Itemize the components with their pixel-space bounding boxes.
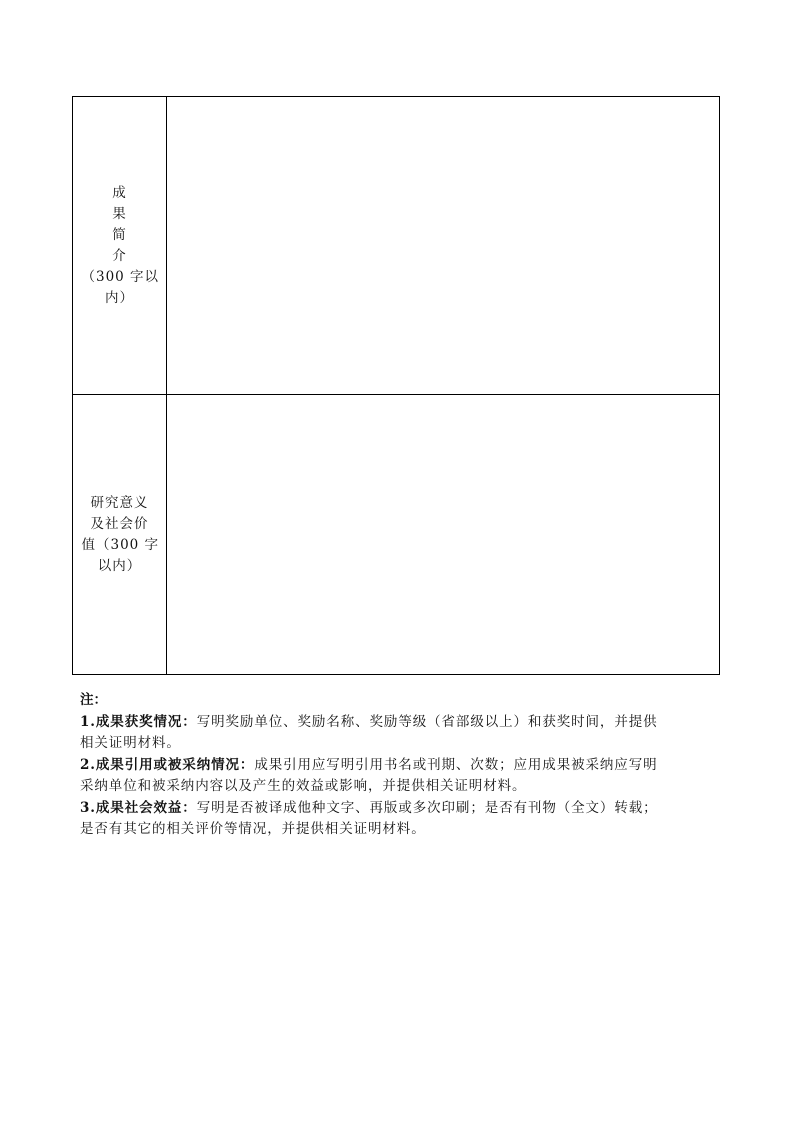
notes-section [80, 690, 716, 841]
note-title: 成果获奖情况： [95, 713, 197, 730]
label-research-significance [82, 493, 158, 577]
note-item-awards [80, 712, 716, 755]
note-item-social-benefit [80, 798, 716, 841]
note-text: 成果引用应写明引用书名或刊期、次数；应用成果被采纳应写明 [254, 756, 658, 773]
label-cell-research-significance [73, 395, 167, 674]
content-cell-achievement-summary[interactable] [167, 97, 719, 394]
label-line: （300 字以 [81, 268, 160, 285]
table-row-achievement-summary [73, 97, 719, 395]
table-row-research-significance [73, 395, 719, 674]
note-text: 相关证明材料。 [80, 735, 181, 751]
label-line: 及社会价 [90, 515, 149, 532]
note-title: 成果社会效益： [95, 799, 197, 816]
note-text: 是否有其它的相关评价等情况，并提供相关证明材料。 [80, 821, 426, 837]
label-line: 值（300 字 [81, 536, 160, 553]
note-text: 采纳单位和被采纳内容以及产生的效益或影响，并提供相关证明材料。 [80, 778, 527, 794]
label-line: 介 [112, 247, 127, 264]
label-line: 内） [105, 289, 134, 306]
label-line: 简 [112, 226, 127, 243]
label-line: 研究意义 [90, 494, 149, 511]
content-cell-research-significance[interactable] [167, 395, 719, 674]
note-title: 成果引用或被采纳情况： [95, 756, 255, 773]
label-line: 果 [112, 205, 127, 222]
label-line: 以内） [97, 557, 142, 574]
label-achievement-summary [82, 183, 158, 309]
note-item-citation [80, 755, 716, 798]
note-number: 2. [80, 756, 96, 773]
note-number: 1. [80, 713, 96, 730]
label-cell-achievement-summary [73, 97, 167, 394]
note-text: 写明是否被译成他种文字、再版或多次印刷；是否有刊物（全文）转载； [196, 799, 658, 816]
note-number: 3. [80, 799, 96, 816]
note-text: 写明奖励单位、奖励名称、奖励等级（省部级以上）和获奖时间，并提供 [196, 713, 658, 730]
label-line: 成 [112, 184, 127, 201]
notes-heading: 注： [80, 692, 107, 708]
form-table [72, 96, 720, 675]
